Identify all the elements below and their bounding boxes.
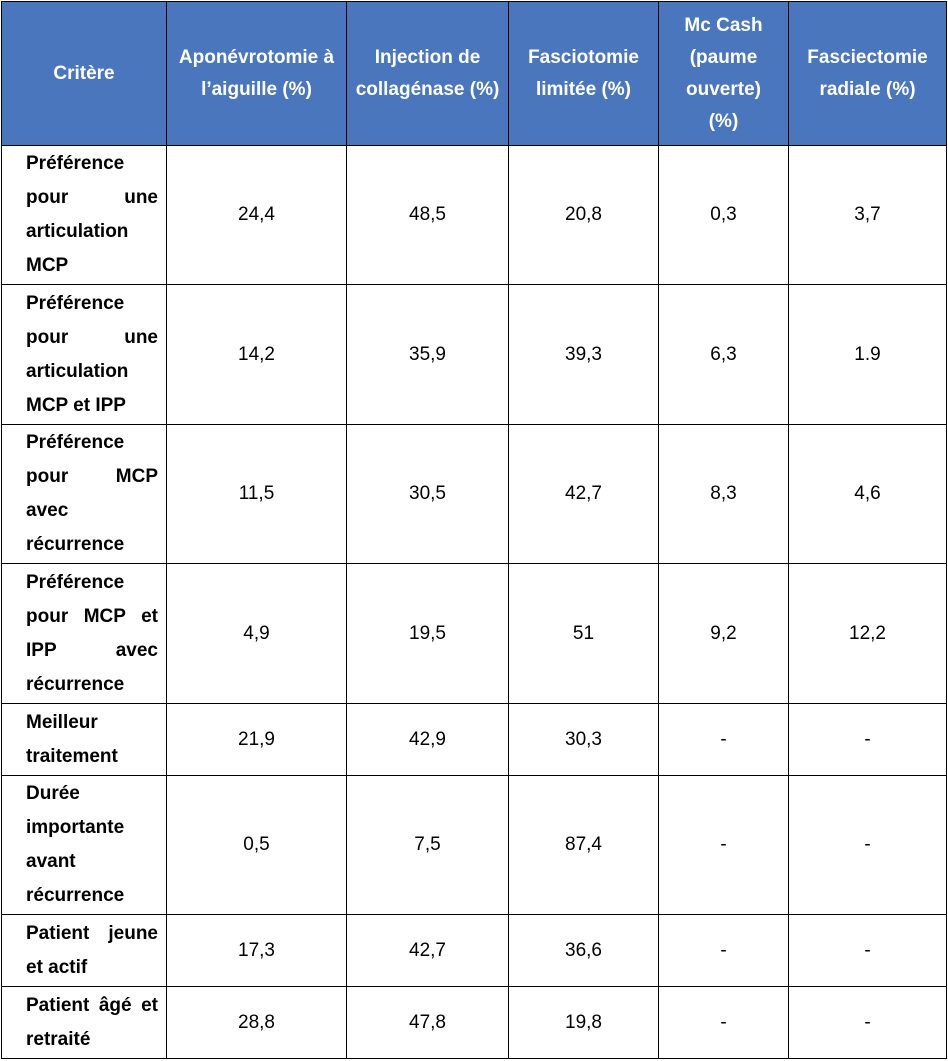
value-cell-fasciectomie: 3,7 xyxy=(789,146,947,285)
criterion-label: Préférence pour une articulation MCP xyxy=(26,153,158,276)
header-critere-label: Critère xyxy=(53,62,115,84)
value-cell-aponevrotomie: 14,2 xyxy=(167,285,347,425)
value-cell-fasciotomie: 51 xyxy=(509,564,659,704)
header-injection xyxy=(347,2,509,146)
table-row xyxy=(2,915,947,987)
table-body xyxy=(2,146,947,1059)
value-cell-mc-cash: - xyxy=(659,915,789,987)
criterion-cell xyxy=(2,987,167,1059)
header-aponevrotomie-label: Aponévrotomie à l’aiguille (%) xyxy=(178,46,335,100)
criterion-cell xyxy=(2,146,167,285)
value-cell-aponevrotomie: 4,9 xyxy=(167,564,347,704)
value-cell-injection: 19,5 xyxy=(347,564,509,704)
header-fasciectomie xyxy=(789,2,947,146)
header-critere xyxy=(2,2,167,146)
value-cell-aponevrotomie: 28,8 xyxy=(167,987,347,1059)
value-cell-fasciotomie: 19,8 xyxy=(509,987,659,1059)
value-cell-aponevrotomie: 0,5 xyxy=(167,776,347,915)
header-mc-cash-label: Mc Cash (paume ouverte) (%) xyxy=(684,14,763,132)
value-cell-injection: 30,5 xyxy=(347,425,509,564)
header-injection-label: Injection de collagénase (%) xyxy=(355,46,500,100)
value-cell-mc-cash: - xyxy=(659,776,789,915)
criterion-cell xyxy=(2,915,167,987)
value-cell-fasciotomie: 87,4 xyxy=(509,776,659,915)
value-cell-aponevrotomie: 24,4 xyxy=(167,146,347,285)
criterion-cell xyxy=(2,285,167,425)
value-cell-mc-cash: - xyxy=(659,704,789,776)
value-cell-mc-cash: - xyxy=(659,987,789,1059)
table-row xyxy=(2,704,947,776)
value-cell-aponevrotomie: 21,9 xyxy=(167,704,347,776)
value-cell-fasciotomie: 39,3 xyxy=(509,285,659,425)
value-cell-fasciotomie: 36,6 xyxy=(509,915,659,987)
header-fasciectomie-label: Fasciectomie radiale (%) xyxy=(807,46,928,100)
value-cell-injection: 42,9 xyxy=(347,704,509,776)
comparison-table xyxy=(1,1,947,1059)
criterion-label: Préférence pour MCP avec récurrence xyxy=(26,432,158,555)
header-mc-cash xyxy=(659,2,789,146)
criterion-label: Préférence pour une articulation MCP et IPP xyxy=(26,292,158,416)
value-cell-fasciectomie: 1.9 xyxy=(789,285,947,425)
criterion-cell xyxy=(2,564,167,704)
value-cell-mc-cash: 0,3 xyxy=(659,146,789,285)
value-cell-injection: 48,5 xyxy=(347,146,509,285)
value-cell-injection: 47,8 xyxy=(347,987,509,1059)
value-cell-fasciectomie: - xyxy=(789,776,947,915)
table-row xyxy=(2,285,947,425)
value-cell-mc-cash: 8,3 xyxy=(659,425,789,564)
criterion-cell xyxy=(2,776,167,915)
criterion-label: Meilleur traitement xyxy=(26,711,118,767)
table-row xyxy=(2,146,947,285)
value-cell-aponevrotomie: 17,3 xyxy=(167,915,347,987)
header-fasciotomie xyxy=(509,2,659,146)
value-cell-fasciotomie: 42,7 xyxy=(509,425,659,564)
criterion-label: Patient jeune et actif xyxy=(26,922,158,978)
value-cell-injection: 42,7 xyxy=(347,915,509,987)
table-row xyxy=(2,425,947,564)
value-cell-fasciectomie: - xyxy=(789,704,947,776)
criterion-cell xyxy=(2,425,167,564)
header-fasciotomie-label: Fasciotomie limitée (%) xyxy=(528,46,639,100)
table-header xyxy=(2,2,947,146)
value-cell-fasciotomie: 20,8 xyxy=(509,146,659,285)
value-cell-mc-cash: 9,2 xyxy=(659,564,789,704)
value-cell-fasciectomie: 4,6 xyxy=(789,425,947,564)
criterion-label: Patient âgé et retraité xyxy=(26,994,158,1050)
value-cell-fasciectomie: - xyxy=(789,915,947,987)
value-cell-injection: 35,9 xyxy=(347,285,509,425)
criterion-cell xyxy=(2,704,167,776)
header-aponevrotomie xyxy=(167,2,347,146)
value-cell-injection: 7,5 xyxy=(347,776,509,915)
criterion-label: Préférence pour MCP et IPP avec récurrence xyxy=(26,571,158,695)
table-row xyxy=(2,987,947,1059)
value-cell-aponevrotomie: 11,5 xyxy=(167,425,347,564)
value-cell-fasciotomie: 30,3 xyxy=(509,704,659,776)
value-cell-fasciectomie: 12,2 xyxy=(789,564,947,704)
criterion-label: Durée importante avant récurrence xyxy=(26,783,125,906)
table-row xyxy=(2,564,947,704)
header-row xyxy=(2,2,947,146)
value-cell-fasciectomie: - xyxy=(789,987,947,1059)
table-row xyxy=(2,776,947,915)
value-cell-mc-cash: 6,3 xyxy=(659,285,789,425)
